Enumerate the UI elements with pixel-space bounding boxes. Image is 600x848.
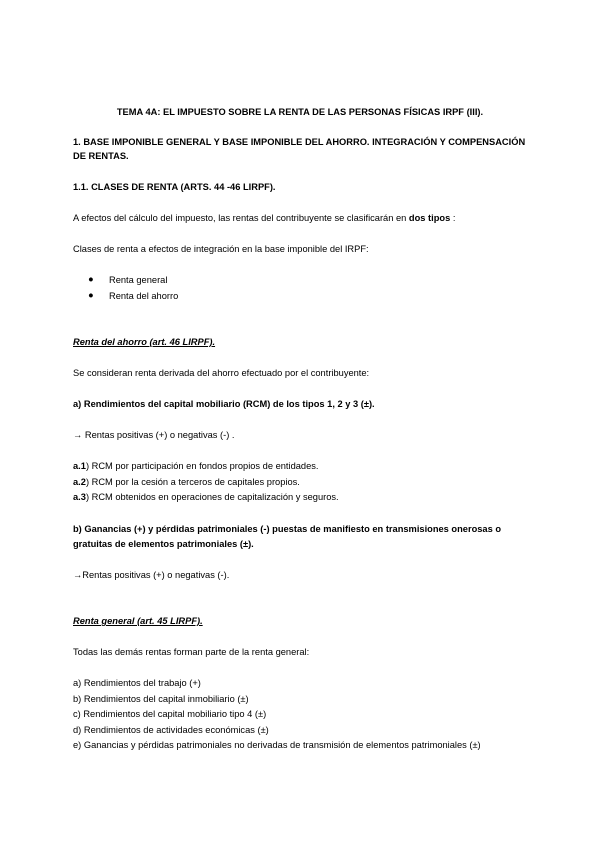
classes-intro: Clases de renta a efectos de integración en la base imponible del IRPF: xyxy=(73,244,369,254)
intro-paragraph xyxy=(73,212,455,224)
ahorro-heading: Renta del ahorro (art. 46 LIRPF). xyxy=(73,337,216,347)
intro-colon: : xyxy=(450,213,456,223)
list-item: Renta general xyxy=(109,275,168,285)
item-text: ) RCM obtenidos en operaciones de capitalización y seguros. xyxy=(85,492,339,502)
ahorro-a-item xyxy=(73,491,339,503)
general-item: d) Rendimientos de actividades económicas (±) xyxy=(73,725,269,735)
document-title: TEMA 4A: EL IMPUESTO SOBRE LA RENTA DE LAS PERSONAS FÍSICAS IRPF (III). xyxy=(116,107,484,117)
ahorro-a-item xyxy=(73,460,319,472)
bullet-icon: ● xyxy=(88,274,94,284)
ahorro-intro: Se consideran renta derivada del ahorro efectuado por el contribuyente: xyxy=(73,368,370,378)
ahorro-b-heading-line2: gratuitas de elementos patrimoniales (±). xyxy=(73,539,254,549)
ahorro-b-arrow: →Rentas positivas (+) o negativas (-). xyxy=(73,570,230,580)
section1-1-heading: 1.1. CLASES DE RENTA (ARTS. 44 -46 LIRPF). xyxy=(73,182,276,192)
item-label: a.3 xyxy=(73,492,86,502)
intro-emphasis: dos tipos xyxy=(408,213,451,223)
general-item: e) Ganancias y pérdidas patrimoniales no derivadas de transmisión de elementos patrimoniales (±) xyxy=(73,740,481,750)
ahorro-b-heading-line1: b) Ganancias (+) y pérdidas patrimoniales (-) puestas de manifiesto en transmisiones onerosas o xyxy=(73,524,502,534)
section1-heading-line2: DE RENTAS. xyxy=(73,151,129,161)
general-item: a) Rendimientos del trabajo (+) xyxy=(73,678,201,688)
intro-text: A efectos del cálculo del impuesto, las rentas del contribuyente se clasificarán en xyxy=(73,213,409,223)
item-text: ) RCM por la cesión a terceros de capitales propios. xyxy=(85,477,300,487)
general-heading: Renta general (art. 45 LIRPF). xyxy=(73,616,203,626)
bullet-icon: ● xyxy=(88,290,94,300)
item-label: a.2 xyxy=(73,477,86,487)
general-item: b) Rendimientos del capital inmobiliario (±) xyxy=(73,694,249,704)
ahorro-a-arrow: → Rentas positivas (+) o negativas (-) . xyxy=(73,430,235,440)
ahorro-a-heading: a) Rendimientos del capital mobiliario (RCM) de los tipos 1, 2 y 3 (±). xyxy=(73,399,375,409)
general-item: c) Rendimientos del capital mobiliario tipo 4 (±) xyxy=(73,709,267,719)
item-text: ) RCM por participación en fondos propios de entidades. xyxy=(85,461,319,471)
item-label: a.1 xyxy=(73,461,86,471)
ahorro-a-item xyxy=(73,476,300,488)
list-item: Renta del ahorro xyxy=(109,291,179,301)
general-intro: Todas las demás rentas forman parte de la renta general: xyxy=(73,647,310,657)
section1-heading-line1: 1. BASE IMPONIBLE GENERAL Y BASE IMPONIBLE DEL AHORRO. INTEGRACIÓN Y COMPENSACIÓN xyxy=(73,137,526,147)
